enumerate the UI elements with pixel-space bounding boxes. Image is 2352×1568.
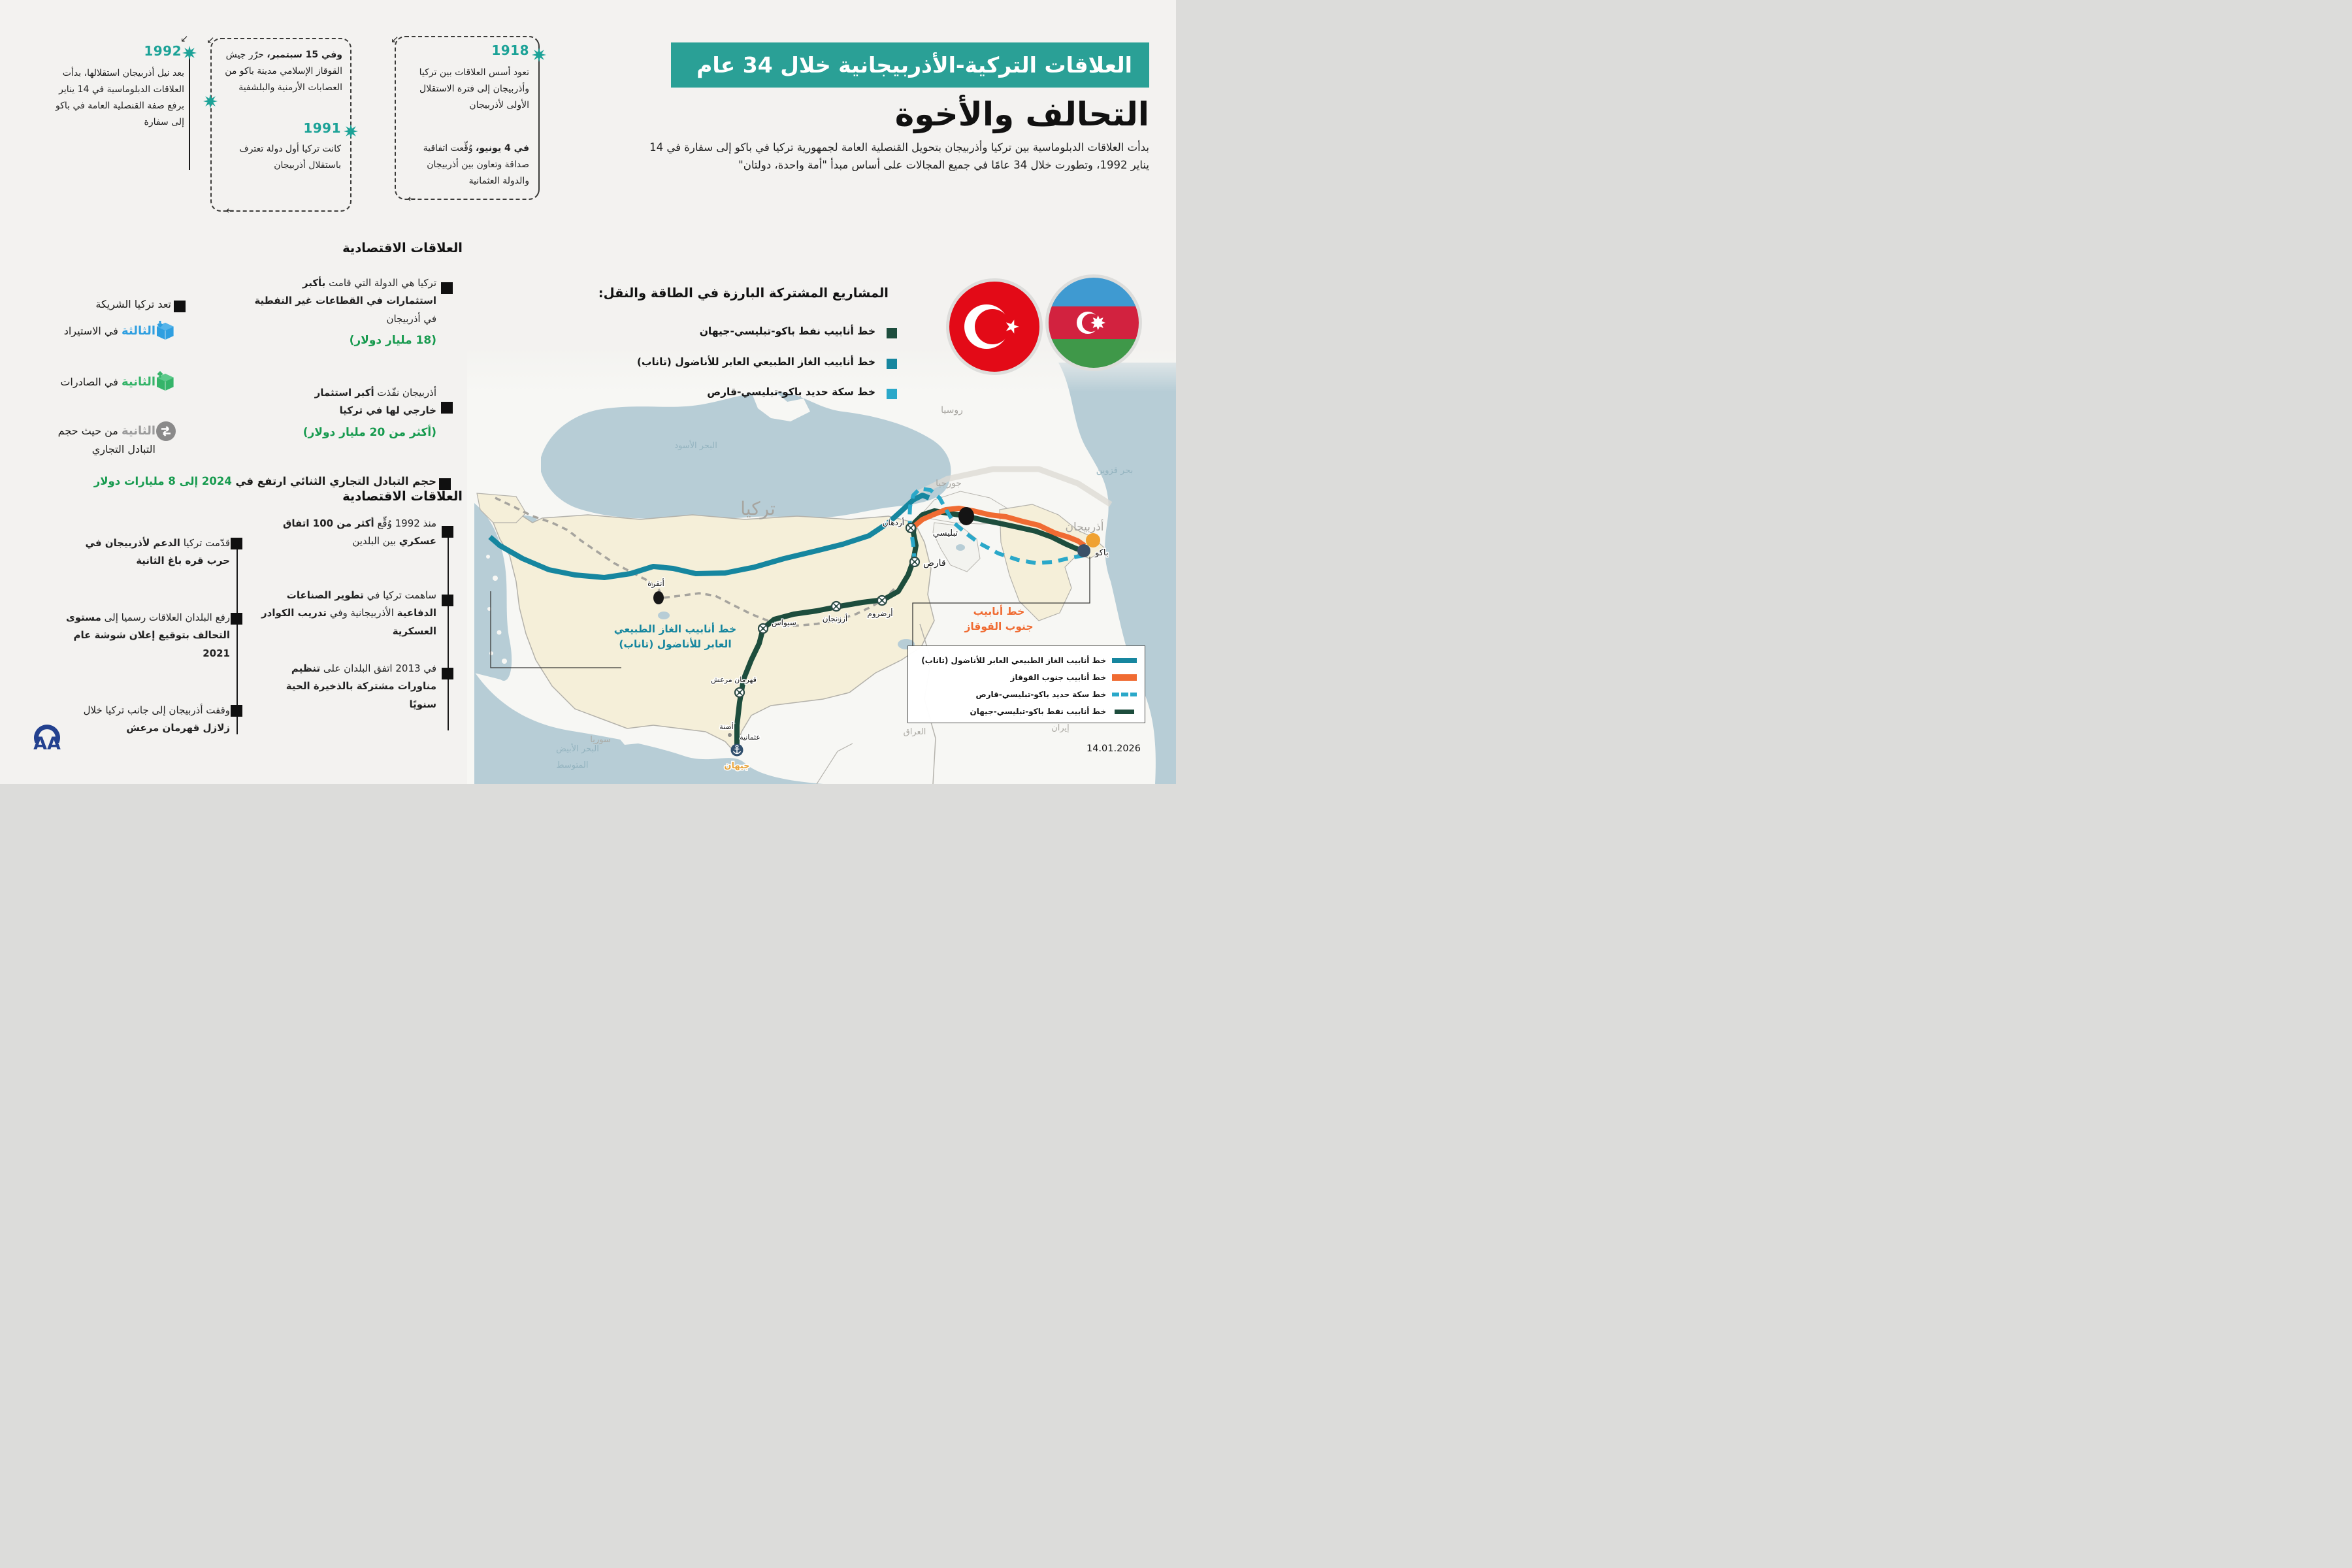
baku-dot	[1077, 544, 1090, 557]
label-turkey: تركيا	[740, 498, 776, 519]
adana-dot	[728, 733, 732, 737]
lake-tuz	[658, 612, 670, 619]
projects-heading: المشاريع المشتركة البارزة في الطاقة والنقل:	[598, 286, 889, 301]
label-kars: قارص	[923, 558, 946, 568]
mil-m2-n2: الأذربيجانية وفي	[327, 607, 397, 619]
text-1992-embassy: بعد نيل أذربيجان استقلالها، بدأت العلاقات الدبلوماسية في 14 يناير برفع صفة القنصلية العامة في باكو إلى سفارة	[55, 68, 184, 127]
arrow-1918-bottom-icon: ←	[408, 193, 416, 204]
mil-m1-n2: بين البلدين	[352, 535, 399, 547]
sangachal-dot	[1086, 533, 1100, 547]
support-bullet-3	[231, 705, 242, 717]
title-banner: العلاقات التركية-الأذربيجانية خلال 34 عام	[671, 42, 1149, 88]
project-item-btk: خط سكة حديد باكو-تبليسي-قارص	[707, 386, 875, 398]
label-med-2: المتوسط	[556, 760, 589, 770]
mil-bullet-3	[442, 668, 453, 679]
support-s2-n1: رفع البلدان العلاقات رسميا إلى	[101, 612, 230, 623]
partner-bullet	[174, 301, 186, 312]
mil-bullet-1	[442, 526, 453, 538]
legend-label-btk: خط سكة حديد باكو-تبليسي-قارص	[975, 690, 1106, 699]
econ-item-azeri-investment	[280, 384, 436, 443]
legend-row-btc	[915, 703, 1137, 720]
mil-timeline-line	[448, 531, 449, 730]
star-1992-icon	[182, 46, 197, 60]
support-item-earthquake	[54, 702, 230, 738]
label-erzincan: أرزنجان	[822, 614, 848, 623]
econ-bullet-1	[441, 282, 453, 294]
junction-ardahan-icon	[906, 523, 915, 532]
partner-row-trade	[41, 421, 155, 458]
arrow-1991-top-icon: ↙	[206, 34, 215, 46]
text-1918-founding: تعود أسس العلاقات بين تركيا وأذربيجان إلى فترة الاستقلال الأولى لأذربيجان	[419, 67, 529, 110]
econ-i1-value: (18 مليار دولار)	[349, 333, 436, 347]
econ-i1-n1: تركيا هي الدولة التي قامت	[325, 277, 436, 289]
star-sept-icon	[203, 94, 218, 108]
support-s1-b1: الدعم لأذربيجان في حرب قره باغ الثانية	[85, 537, 230, 567]
turkey-flag	[945, 278, 1043, 376]
label-med-1: البحر الأبيض	[556, 744, 599, 754]
legend-swatch-btc	[1112, 709, 1137, 714]
rank-second-trade-rest: من حيث حجم التبادل التجاري	[57, 425, 155, 455]
label-sivas: سيواس	[772, 618, 796, 627]
rank-third: الثالثة	[121, 324, 155, 338]
rank-third-rest: في الاستيراد	[63, 325, 118, 337]
map-label-tanap-line2: العابر للأناضول (تاناب)	[619, 638, 732, 651]
support-bullet-1	[231, 538, 242, 549]
aa-logo-text: AA	[33, 734, 61, 754]
year-1992: 1992	[144, 43, 182, 59]
econ-i3-n1: حجم التبادل التجاري الثنائي ارتفع في	[231, 475, 436, 487]
legend-swatch-btk	[1112, 692, 1137, 697]
junction-erzincan-icon	[832, 602, 841, 611]
legend-row-tanap	[915, 652, 1137, 669]
exchange-arrows-icon	[155, 421, 176, 442]
support-s3-n1: وقفت أذربيجان إلى جانب تركيا خلال	[83, 704, 230, 716]
date-stamp: 14.01.2026	[1086, 743, 1141, 754]
junction-sivas-icon	[759, 624, 768, 633]
legend-label-scp: خط أنابيب جنوب القوقاز	[1010, 673, 1106, 682]
econ-item-trade-volume	[94, 475, 436, 487]
legend-label-tanap: خط أنابيب الغاز الطبيعي العابر للأناضول (تاناب)	[921, 656, 1106, 665]
partner-row-export	[60, 375, 155, 389]
export-box-icon	[154, 370, 176, 392]
timeline-box-1918	[391, 33, 540, 204]
map-label-scp-line1: خط أنابيب	[973, 606, 1025, 617]
label-ankara: أنقرة	[647, 579, 664, 588]
label-erzurum: أرضروم	[867, 609, 893, 618]
label-caspian: بحر قزوين	[1096, 466, 1134, 476]
arrow-1992-top-icon: ↙	[180, 33, 189, 44]
year-1918: 1918	[491, 42, 529, 58]
mil-item-agreements	[253, 515, 436, 551]
label-russia: روسيا	[941, 405, 963, 416]
econ-i3-value: 2024 إلى 8 مليارات دولار	[93, 475, 232, 487]
arrow-1991-bottom-icon: ←	[226, 204, 235, 216]
mil-heading: العلاقات الاقتصادية	[342, 489, 463, 504]
arrow-1918-top-icon: ↙	[391, 33, 399, 45]
label-baku: باكو	[1095, 548, 1109, 558]
timeline-box-1991	[206, 34, 351, 216]
port-ceyhan-icon	[731, 744, 743, 757]
intro-paragraph: بدأت العلاقات الدبلوماسية بين تركيا وأذربيجان بتحويل القنصلية العامة لجمهورية تركيا في باكو إلى سفارة في 14 يناير 1992، وتطورت خلال 34 عامًا في جميع المجالات على أساس مبدأ "أمة واحدة، دولتان"	[649, 141, 1149, 172]
legend-swatch-scp	[1112, 674, 1137, 681]
junction-erzurum-icon	[877, 596, 887, 605]
project-swatch-btk	[887, 389, 897, 399]
support-item-karabakh	[60, 534, 230, 570]
tbilisi-dot	[958, 507, 974, 525]
page-title: التحالف والأخوة	[894, 95, 1149, 133]
support-s1-n1: قدّمت تركيا	[180, 537, 230, 549]
econ-i1-b1: بأكبر استثمارات في القطاعات غير النفطية	[254, 277, 436, 307]
support-bullet-2	[231, 613, 242, 625]
text-sept-date: وفي 15 سبتمبر،	[267, 50, 342, 60]
project-swatch-btc	[887, 328, 897, 338]
label-black-sea: البحر الأسود	[674, 441, 717, 451]
label-osmaniye: عثمانية	[740, 733, 760, 742]
mil-m1-b1: أكثر من 100 اتفاق عسكري	[282, 517, 436, 547]
rank-second-export: الثانية	[121, 375, 155, 389]
map-label-tanap	[593, 622, 758, 653]
econ-item-investment	[253, 274, 436, 351]
project-swatch-tanap	[887, 359, 897, 369]
partner-lead: تعد تركيا الشريكة	[95, 298, 171, 310]
label-ceyhan: جيهان	[724, 761, 750, 771]
ankara-dot	[653, 591, 664, 604]
star-1918-icon	[532, 48, 546, 62]
junction-kars-icon	[910, 557, 919, 566]
label-azerbaijan: أذربيجان	[1065, 521, 1104, 534]
azerbaijan-flag	[1045, 274, 1143, 372]
support-s2-b1: مستوى التحالف بتوقيع إعلان شوشة عام 2021	[66, 612, 230, 659]
text-1918-treaty-date: في 4 يونيو،	[476, 143, 529, 154]
map-label-scp	[953, 604, 1045, 635]
lake-sevan	[956, 544, 965, 551]
econ-i1-n2: في أذربيجان	[386, 312, 436, 325]
mil-m3-b1: تنظيم مناورات مشتركة بالذخيرة الحية سنويًا	[286, 662, 436, 710]
label-tbilisi: تبليسي	[932, 529, 958, 538]
econ-i2-b1: أكبر استثمار خارجي لها في تركيا	[314, 387, 436, 417]
mil-bullet-2	[442, 595, 453, 606]
support-s3-b1: زلازل قهرمان مرعش	[126, 722, 230, 734]
rank-second-export-rest: في الصادرات	[60, 376, 118, 388]
label-adana: أضنة	[719, 723, 734, 731]
econ-i2-value: (أكثر من 20 مليار دولار)	[302, 425, 436, 439]
support-item-shusha	[47, 609, 230, 662]
mil-item-defense-industry	[253, 587, 436, 640]
legend-swatch-tanap	[1112, 657, 1137, 664]
text-sept-1918	[220, 47, 342, 96]
infographic-stage	[0, 0, 1176, 784]
mil-item-exercises	[267, 660, 436, 713]
map-label-scp-line2: جنوب القوقاز	[964, 621, 1034, 633]
mil-m2-b1: تطوير الصناعات الدفاعية	[286, 589, 436, 619]
legend-row-btk	[915, 686, 1137, 703]
year-1991: 1991	[303, 120, 341, 136]
project-item-btc: خط أنابيب نفط باكو-تبليسي-جيهان	[699, 325, 875, 337]
label-iraq: العراق	[903, 727, 926, 737]
mil-m2-n1: ساهمت تركيا في	[363, 589, 436, 601]
mil-m1-n1: منذ 1992 وُقِّع	[374, 517, 436, 529]
label-maras: قهرمان مرعش	[711, 676, 757, 684]
partner-row-import	[64, 324, 155, 338]
aa-agency-logo	[29, 720, 65, 757]
star-1991-icon	[344, 124, 358, 139]
econ-i2-n1: أذربيجان نفّذت	[374, 387, 436, 399]
legend-label-btc: خط أنابيب نفط باكو-تبليسي-جيهان	[970, 707, 1106, 716]
text-1991-recognition: كانت تركيا أول دولة تعترف باستقلال أذربيجان	[239, 144, 341, 171]
label-syria: سوريا	[590, 735, 611, 745]
timeline-1992-spine	[189, 51, 190, 170]
project-item-tanap: خط أنابيب الغاز الطبيعي العابر للأناضول (تاناب)	[636, 356, 875, 368]
mil-m3-n1: في 2013 اتفق البلدان على	[320, 662, 436, 674]
label-ardahan: أردهان	[882, 518, 904, 527]
text-sept-rest: حرّر جيش القوقاز الإسلامي مدينة باكو من العصابات الأرمنية والبلشفية	[225, 50, 342, 93]
mil-m2-b2: تدريب الكوادر العسكرية	[261, 607, 436, 637]
import-box-icon	[154, 319, 176, 341]
map-label-tanap-line1: خط أنابيب الغاز الطبيعي	[613, 623, 737, 635]
map-legend	[907, 645, 1145, 723]
text-1918-treaty	[406, 140, 529, 189]
econ-heading: العلاقات الاقتصادية	[342, 240, 463, 255]
junction-maras-icon	[735, 688, 744, 697]
text-1918-treaty-rest: وُقِّعت اتفاقية صداقة وتعاون بين أذربيجان والدولة العثمانية	[423, 143, 529, 186]
label-iran: إيران	[1051, 723, 1070, 733]
econ-bullet-2	[441, 402, 453, 414]
label-georgia: جورجيا	[936, 478, 962, 489]
rank-second-trade: الثانية	[121, 424, 155, 438]
legend-row-scp	[915, 669, 1137, 686]
